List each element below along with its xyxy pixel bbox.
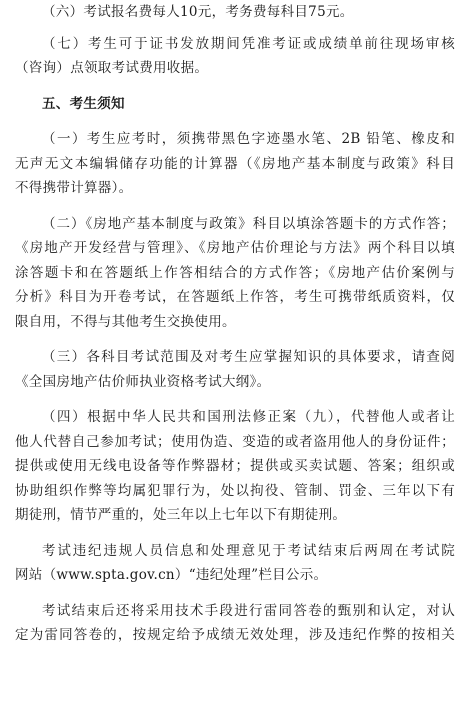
text-line: （二）《房地产基本制度与政策》科目以填涂答题卡的方式作答； (42, 215, 455, 232)
paragraph-notice-4 (15, 405, 455, 528)
text-line: 他人代替自己参加考试；使用伪造、变造的或者盗用他人的身份证件； (15, 433, 455, 450)
text-line: 考试违纪违规人员信息和处理意见于考试结束后两周在考试院 (42, 542, 455, 559)
text-line: 网站（www.spta.gov.cn）“违纪处理”栏目公示。 (15, 567, 328, 583)
paragraph-violation-notice (15, 539, 455, 588)
text-line: （四）根据中华人民共和国刑法修正案（九），代替他人或者让 (42, 409, 455, 425)
text-line: 不得携带计算器）。 (15, 180, 133, 196)
text-line: 涂答题卡和在答题纸上作答相结合的方式作答；《房地产估价案例与 (15, 264, 455, 281)
text-line: 提供或使用无线电设备等作弊器材；提供或买卖试题、答案；组织或 (15, 458, 455, 474)
paragraph-receipt-7 (15, 32, 455, 81)
text-line: （一）考生应考时，须携带黑色字迹墨水笔、2B 铅笔、橡皮和 (42, 131, 455, 147)
text-line: 无声无文本编辑储存功能的计算器（《房地产基本制度与政策》科目 (15, 155, 455, 172)
text-line: 定为雷同答卷的，按规定给予成绩无效处理，涉及违纪作弊的按相关 (15, 627, 455, 643)
paragraph-identical-answers (15, 599, 455, 648)
text-line: （咨询）点领取考试费用收据。 (15, 60, 209, 76)
text-line: （六）考试报名费每人10元，考务费每科目75元。 (42, 4, 354, 20)
text-line: （七）考生可于证书发放期间凭准考证或成绩单前往现场审核 (42, 35, 455, 52)
text-line: 《房地产开发经营与管理》、《房地产估价理论与方法》两个科目以填 (15, 240, 455, 256)
text-line: 分析》科目为开卷考试，在答题纸上作答，考生可携带纸质资料，仅 (15, 289, 455, 305)
text-line: 考试结束后还将采用技术手段进行雷同答卷的甄别和认定，对认 (42, 602, 455, 619)
section-5-heading: 五、考生须知 (42, 95, 125, 112)
text-line: 期徒刑，情节严重的，处三年以上七年以下有期徒刑。 (15, 507, 347, 523)
paragraph-notice-3 (15, 345, 455, 394)
text-line: 限自用，不得与其他考生交换使用。 (15, 313, 236, 330)
paragraph-notice-2 (15, 212, 455, 335)
paragraph-fee-6 (15, 0, 455, 25)
paragraph-notice-1 (15, 127, 455, 201)
text-line: 《全国房地产估价师执业资格考试大纲》。 (15, 373, 271, 390)
text-line: （三）各科目考试范围及对考生应掌握知识的具体要求，请查阅 (42, 349, 455, 365)
text-line: 协助组织作弊等均属犯罪行为，处以拘役、管制、罚金、三年以下有 (15, 482, 455, 499)
